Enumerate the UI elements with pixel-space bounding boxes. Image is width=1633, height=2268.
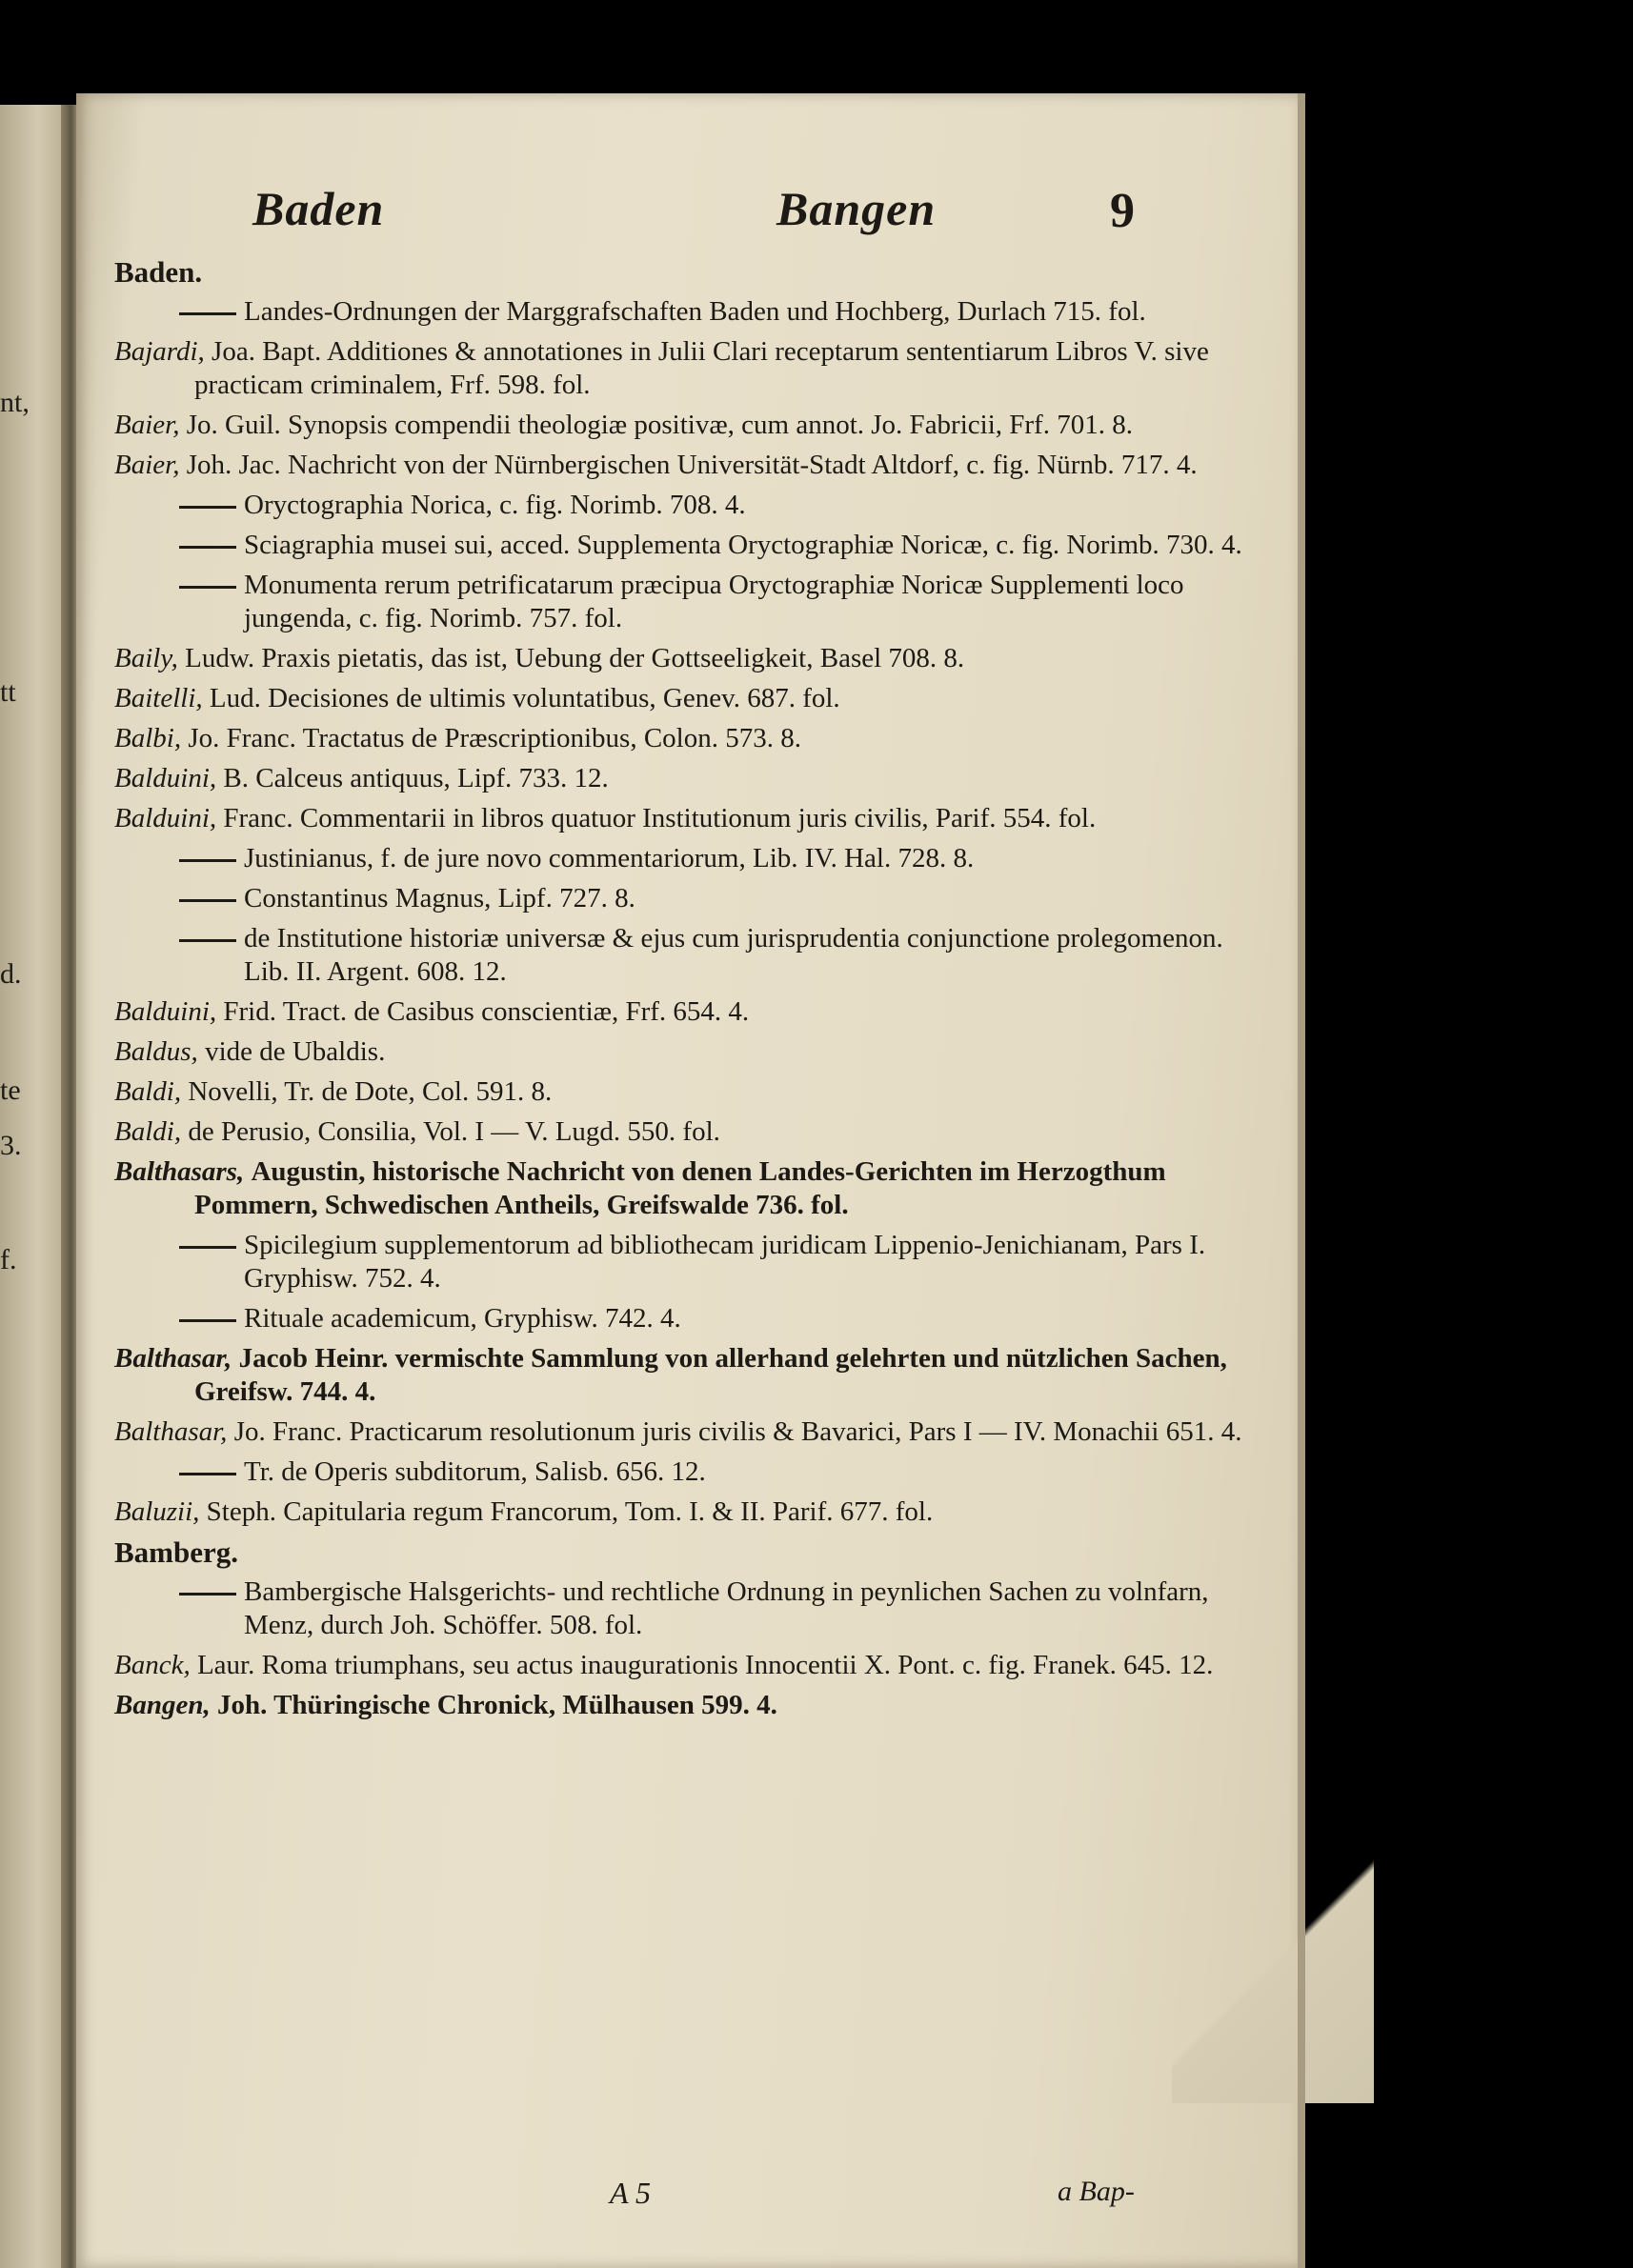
facing-page-fragment: te: [0, 1074, 21, 1106]
entry-text: Constantinus Magnus, Lipf. 727. 8.: [244, 883, 635, 913]
continuation-entry: [114, 529, 1248, 562]
entry-author: Balduini,: [114, 996, 217, 1027]
catalog-entry: [114, 1035, 1248, 1069]
catalog-entry: [114, 1342, 1248, 1409]
continuation-entry: [114, 1302, 1248, 1335]
catalog-entry: [114, 1689, 1248, 1722]
entry-author: Baldi,: [114, 1116, 182, 1147]
entry-text: vide de Ubaldis.: [205, 1036, 386, 1067]
catalog-entry: [114, 682, 1248, 715]
entry-text: Baden.: [114, 255, 203, 289]
headword-left: Baden: [252, 182, 385, 235]
section-heading: [114, 1535, 1248, 1569]
continuation-entry: [114, 489, 1248, 522]
entry-text: Frid. Tract. de Casibus conscientiæ, Frf. 654. 4.: [223, 996, 750, 1027]
entry-author: Baldus,: [114, 1036, 198, 1067]
continuation-entry: [114, 922, 1248, 989]
catalog-entry: [114, 995, 1248, 1029]
entry-text: Justinianus, f. de jure novo commentariorum, Lib. IV. Hal. 728. 8.: [244, 843, 975, 873]
entry-text: Ludw. Praxis pietatis, das ist, Uebung der Gottseeligkeit, Basel 708. 8.: [185, 643, 965, 673]
entry-author: Baier,: [114, 450, 180, 480]
catalog-entry: [114, 449, 1248, 482]
entry-author: Balthasars,: [114, 1156, 245, 1187]
page-number: 9: [1110, 184, 1135, 238]
catchword: a Bap-: [1058, 2176, 1135, 2207]
facing-page-fragment: tt: [0, 676, 16, 708]
facing-page-fragment: nt,: [0, 387, 30, 418]
signature-mark: A 5: [610, 2176, 651, 2210]
continuation-entry: [114, 842, 1248, 875]
section-heading: [114, 255, 1248, 289]
folded-corner: [1172, 1836, 1374, 2103]
entry-text: Spicilegium supplementorum ad bibliothecam juridicam Lippenio-Jenichianam, Pars I. Gryphisw. 752. 4.: [244, 1230, 1206, 1294]
catalog-entry: [114, 1115, 1248, 1149]
catalog-entry: [114, 802, 1248, 835]
entry-text: Joh. Jac. Nachricht von der Nürnbergischen Universität-Stadt Altdorf, c. fig. Nürnb. 717. 4.: [186, 450, 1198, 480]
catalog-entry: [114, 642, 1248, 675]
running-header: [76, 181, 1298, 257]
continuation-entry: [114, 1229, 1248, 1295]
headword-right: Bangen: [776, 182, 937, 235]
catalog-entry: [114, 409, 1248, 442]
entry-text: Laur. Roma triumphans, seu actus inaugurationis Innocentii X. Pont. c. fig. Franek. 645. 12.: [196, 1650, 1214, 1680]
catalog-entry: [114, 335, 1248, 402]
entry-author: Baier,: [114, 410, 180, 440]
catalog-entry: [114, 1415, 1248, 1449]
facing-page-fragment: 3.: [0, 1130, 22, 1161]
entry-author: Balthasar,: [114, 1343, 232, 1374]
facing-page-fragment: d.: [0, 958, 22, 990]
catalog-entry: [114, 762, 1248, 795]
entry-text: Monumenta rerum petrificatarum præcipua Oryctographiæ Noricæ Supplementi loco jungenda, c. fig. Norimb. 757. fol.: [244, 570, 1184, 633]
entry-author: Balduini,: [114, 803, 217, 833]
entry-text: Joa. Bapt. Additiones & annotationes in Julii Clari receptarum sententiarum Libros V. sive practicam criminalem, Frf. 598. fol.: [194, 336, 1209, 400]
continuation-entry: [114, 295, 1248, 329]
entry-text: Bamberg.: [114, 1535, 239, 1569]
entry-text: Jacob Heinr. vermischte Sammlung von allerhand gelehrten und nützlichen Sachen, Greifsw. 744. 4.: [194, 1343, 1227, 1407]
entry-author: Baluzii,: [114, 1496, 200, 1527]
continuation-entry: [114, 1576, 1248, 1642]
continuation-entry: [114, 1455, 1248, 1489]
entry-author: Balbi,: [114, 723, 182, 753]
entry-author: Baitelli,: [114, 683, 203, 713]
entry-text: de Institutione historiæ universæ & ejus cum jurisprudentia conjunctione prolegomenon. Lib. II. Argent. 608. 12.: [244, 923, 1223, 987]
entry-author: Banck,: [114, 1650, 191, 1680]
entry-text: Oryctographia Norica, c. fig. Norimb. 708. 4.: [244, 490, 746, 520]
entry-text: Novelli, Tr. de Dote, Col. 591. 8.: [188, 1076, 553, 1107]
book-page: [76, 93, 1298, 2268]
catalog-entry: [114, 1155, 1248, 1222]
entry-text: Jo. Franc. Tractatus de Præscriptionibus, Colon. 573. 8.: [188, 723, 801, 753]
entry-author: Bajardi,: [114, 336, 205, 367]
entry-text: Steph. Capitularia regum Francorum, Tom. I. & II. Parif. 677. fol.: [206, 1496, 934, 1527]
entry-text: de Perusio, Consilia, Vol. I — V. Lugd. 550. fol.: [188, 1116, 720, 1147]
entry-text: Joh. Thüringische Chronick, Mülhausen 599. 4.: [216, 1690, 777, 1720]
facing-page-fragment: f.: [0, 1244, 17, 1275]
page-edge: [1298, 93, 1305, 2268]
continuation-entry: [114, 882, 1248, 915]
entry-text: Bambergische Halsgerichts- und rechtliche Ordnung in peynlichen Sachen zu volnfarn, Menz, durch Joh. Schöffer. 508. fol.: [244, 1576, 1209, 1640]
entry-text: Landes-Ordnungen der Marggrafschaften Baden und Hochberg, Durlach 715. fol.: [244, 296, 1146, 327]
entry-text: Rituale academicum, Gryphisw. 742. 4.: [244, 1303, 681, 1334]
entry-author: Balduini,: [114, 763, 217, 793]
entry-author: Balthasar,: [114, 1416, 228, 1447]
facing-page-edge: [0, 105, 69, 2268]
entry-text: Lud. Decisiones de ultimis voluntatibus, Genev. 687. fol.: [209, 683, 840, 713]
catalog-entry: [114, 1649, 1248, 1682]
catalog-entries: [114, 255, 1248, 1729]
catalog-entry: [114, 722, 1248, 755]
entry-text: B. Calceus antiquus, Lipf. 733. 12.: [223, 763, 609, 793]
entry-text: Augustin, historische Nachricht von denen Landes-Gerichten im Herzogthum Pommern, Schwedischen Antheils, Greifswalde 736. fol.: [194, 1156, 1166, 1220]
page-footer: [76, 2176, 1298, 2223]
entry-text: Jo. Franc. Practicarum resolutionum juris civilis & Bavarici, Pars I — IV. Monachii 651. 4.: [233, 1416, 1242, 1447]
entry-author: Baldi,: [114, 1076, 182, 1107]
entry-text: Franc. Commentarii in libros quatuor Institutionum juris civilis, Parif. 554. fol.: [223, 803, 1097, 833]
entry-text: Sciagraphia musei sui, acced. Supplementa Oryctographiæ Noricæ, c. fig. Norimb. 730. 4.: [244, 530, 1242, 560]
catalog-entry: [114, 1075, 1248, 1109]
entry-author: Baily,: [114, 643, 178, 673]
catalog-entry: [114, 1495, 1248, 1529]
continuation-entry: [114, 569, 1248, 635]
entry-text: Tr. de Operis subditorum, Salisb. 656. 12.: [244, 1456, 706, 1487]
entry-author: Bangen,: [114, 1690, 211, 1720]
entry-text: Jo. Guil. Synopsis compendii theologiæ positivæ, cum annot. Jo. Fabricii, Frf. 701. 8.: [186, 410, 1133, 440]
